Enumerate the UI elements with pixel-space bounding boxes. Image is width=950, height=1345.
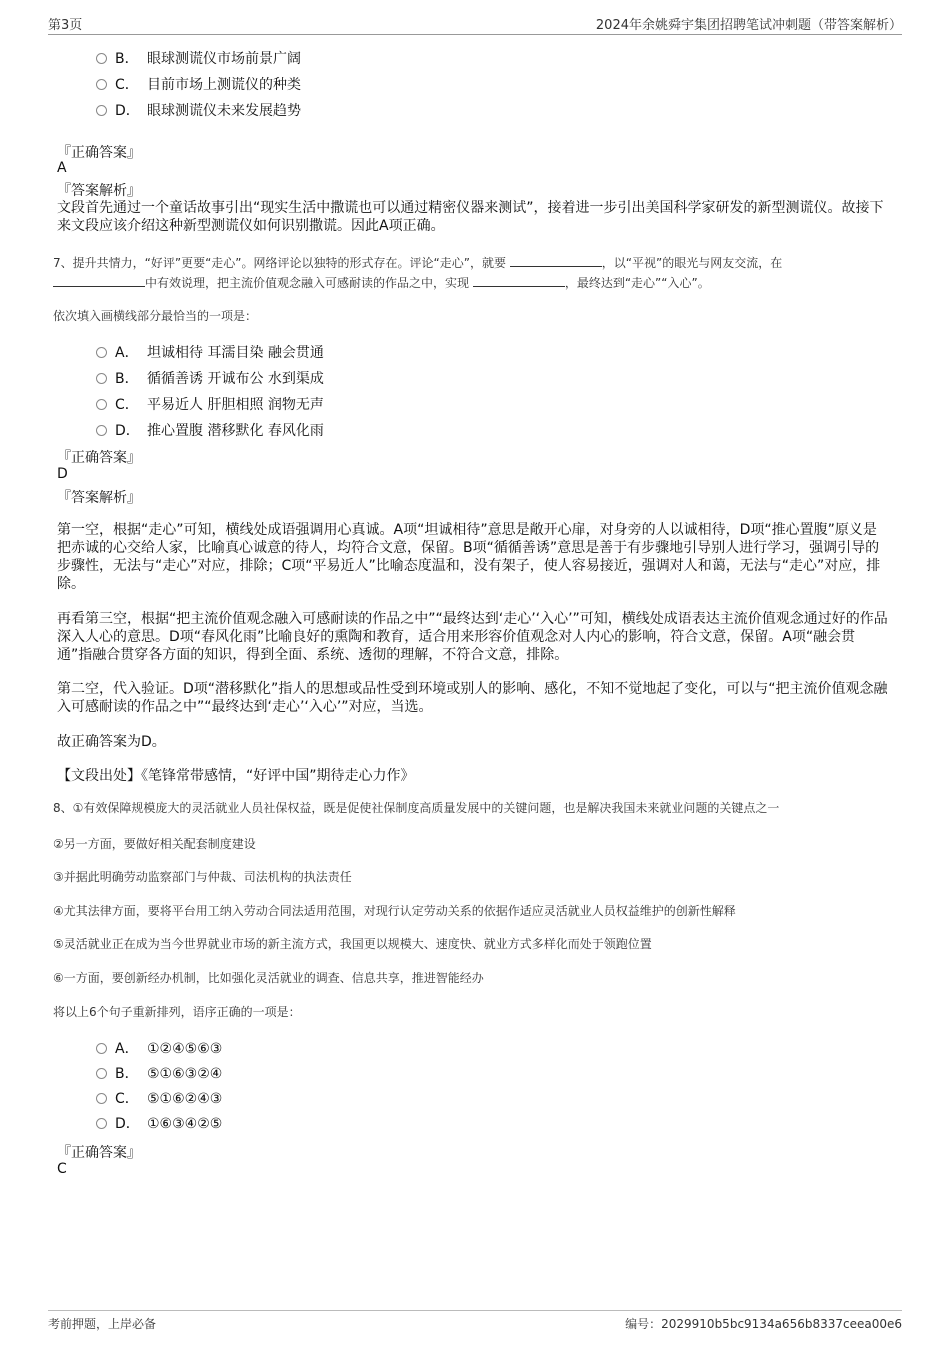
q8-sentence-2: ②另一方面，要做好相关配套制度建设 [53,837,256,851]
q8-option-b[interactable]: B． ⑤①⑥③②④ [96,1063,222,1083]
q7-analysis-para1: 第一空，根据“走心”可知，横线处成语强调用心真诚。A项“坦诚相待”意思是敞开心扉，对身旁的人以诚相待，D项“推心置腹”原义是把赤诚的心交给人家，比喻真心诚意的待人，均符合文意，保留。B项“循循善诱”意思是善于有步骤地引导别人进行学习，强调引导的步骤性，无法与“走心”对应，排除；C项“平易近人”比喻态度温和，没有架子，使人容易接近，强调对人和蔼，无法与“走心”对应，排除。 [57,522,881,592]
q7-conclusion: 故正确答案为D。 [57,734,166,750]
fill-blank [510,254,602,267]
radio-icon[interactable] [96,425,107,436]
q8-sentence-1: 8、①有效保障规模庞大的灵活就业人员社保权益，既是促使社保制度高质量发展中的关键问题，也是解决我国未来就业问题的关键点之一 [53,801,780,815]
q7-stem-line1: 7、提升共情力，“好评”更要“走心”。网络评论以独特的形式存在。评论“走心”，就要 ，以“平视”的眼光与网友交流，在 [53,256,783,270]
radio-icon[interactable] [96,105,107,116]
q7-option-b[interactable]: B． 循循善诱 开诚布公 水到渠成 [96,368,324,388]
radio-icon[interactable] [96,373,107,384]
radio-icon[interactable] [96,347,107,358]
q7-answer: D [57,466,68,482]
q7-option-d[interactable]: D． 推心置腹 潜移默化 春风化雨 [96,420,324,440]
q6-option-c[interactable]: C． 目前市场上测谎仪的种类 [96,74,301,94]
q8-option-d[interactable]: D． ①⑥③④②⑤ [96,1113,222,1133]
q8-sentence-5: ⑤灵活就业正在成为当今世界就业市场的新主流方式，我国更以规模大、速度快、就业方式多样化而处于领跑位置 [53,937,652,951]
fill-blank [473,274,565,287]
footer-slogan: 考前押题，上岸必备 [48,1317,157,1331]
radio-icon[interactable] [96,1118,107,1129]
q7-stem-line2: 中有效说理，把主流价值观念融入可感耐读的作品之中，实现 ，最终达到“走心”“入心”。 [53,274,710,291]
radio-icon[interactable] [96,1068,107,1079]
q8-sentence-6: ⑥一方面，要创新经办机制，比如强化灵活就业的调查、信息共享，推进智能经办 [53,971,484,985]
q8-answer: C [57,1161,67,1177]
q7-source: 【文段出处】《笔锋常带感情，“好评中国”期待走心力作》 [57,768,415,784]
page-header [48,14,902,35]
document-title: 2024年余姚舜宇集团招聘笔试冲刺题（带答案解析） [595,18,902,33]
q8-instruction: 将以上6个句子重新排列，语序正确的一项是： [53,1005,301,1019]
q7-option-a[interactable]: A． 坦诚相待 耳濡目染 融会贯通 [96,342,324,362]
radio-icon[interactable] [96,1043,107,1054]
page-number: 第3页 [48,18,83,33]
q7-analysis-label: 『答案解析』 [57,490,141,506]
fill-blank [53,274,145,287]
q6-analysis: 文段首先通过一个童话故事引出“现实生活中撒谎也可以通过精密仪器来测试”，接着进一步引出美国科学家研发的新型测谎仪。故接下来文段应该介绍这种新型测谎仪如何识别撒谎。因此A项正确。 [57,200,884,234]
q8-option-c[interactable]: C． ⑤①⑥②④③ [96,1088,222,1108]
document-id: 编号：2029910b5bc9134a656b8337ceea00e6 [625,1317,902,1331]
radio-icon[interactable] [96,79,107,90]
q6-answer: A [57,160,67,176]
q8-answer-label: 『正确答案』 [57,1145,141,1161]
q8-option-a[interactable]: A． ①②④⑤⑥③ [96,1038,222,1058]
radio-icon[interactable] [96,53,107,64]
q6-analysis-label: 『答案解析』 [57,183,141,199]
q6-answer-label: 『正确答案』 [57,145,141,161]
q8-sentence-3: ③并据此明确劳动监察部门与仲裁、司法机构的执法责任 [53,870,352,884]
radio-icon[interactable] [96,399,107,410]
q6-option-b[interactable]: B． 眼球测谎仪市场前景广阔 [96,48,301,68]
page-footer [48,1310,902,1333]
radio-icon[interactable] [96,1093,107,1104]
q7-analysis-para3: 第二空，代入验证。D项“潜移默化”指人的思想或品性受到环境或别人的影响、感化，不知不觉地起了变化，可以与“把主流价值观念融入可感耐读的作品之中”“最终达到‘走心’‘入心’”对应，当选。 [57,681,888,715]
q7-instruction: 依次填入画横线部分最恰当的一项是： [53,309,258,323]
q6-option-d[interactable]: D． 眼球测谎仪未来发展趋势 [96,100,301,120]
q8-sentence-4: ④尤其法律方面，要将平台用工纳入劳动合同法适用范围，对现行认定劳动关系的依据作适应灵活就业人员权益维护的创新性解释 [53,904,736,918]
q7-option-c[interactable]: C． 平易近人 肝胆相照 润物无声 [96,394,324,414]
q7-analysis-para2: 再看第三空，根据“把主流价值观念融入可感耐读的作品之中”“最终达到‘走心’‘入心’”可知，横线处成语表达主流价值观念通过好的作品深入人心的意思。D项“春风化雨”比喻良好的熏陶和教育，适合用来形容价值观念对人内心的影响，符合文意，保留。A项“融会贯通”指融合贯穿各方面的知识，得到全面、系统、透彻的理解，不符合文意，排除。 [57,611,888,663]
q7-answer-label: 『正确答案』 [57,450,141,466]
